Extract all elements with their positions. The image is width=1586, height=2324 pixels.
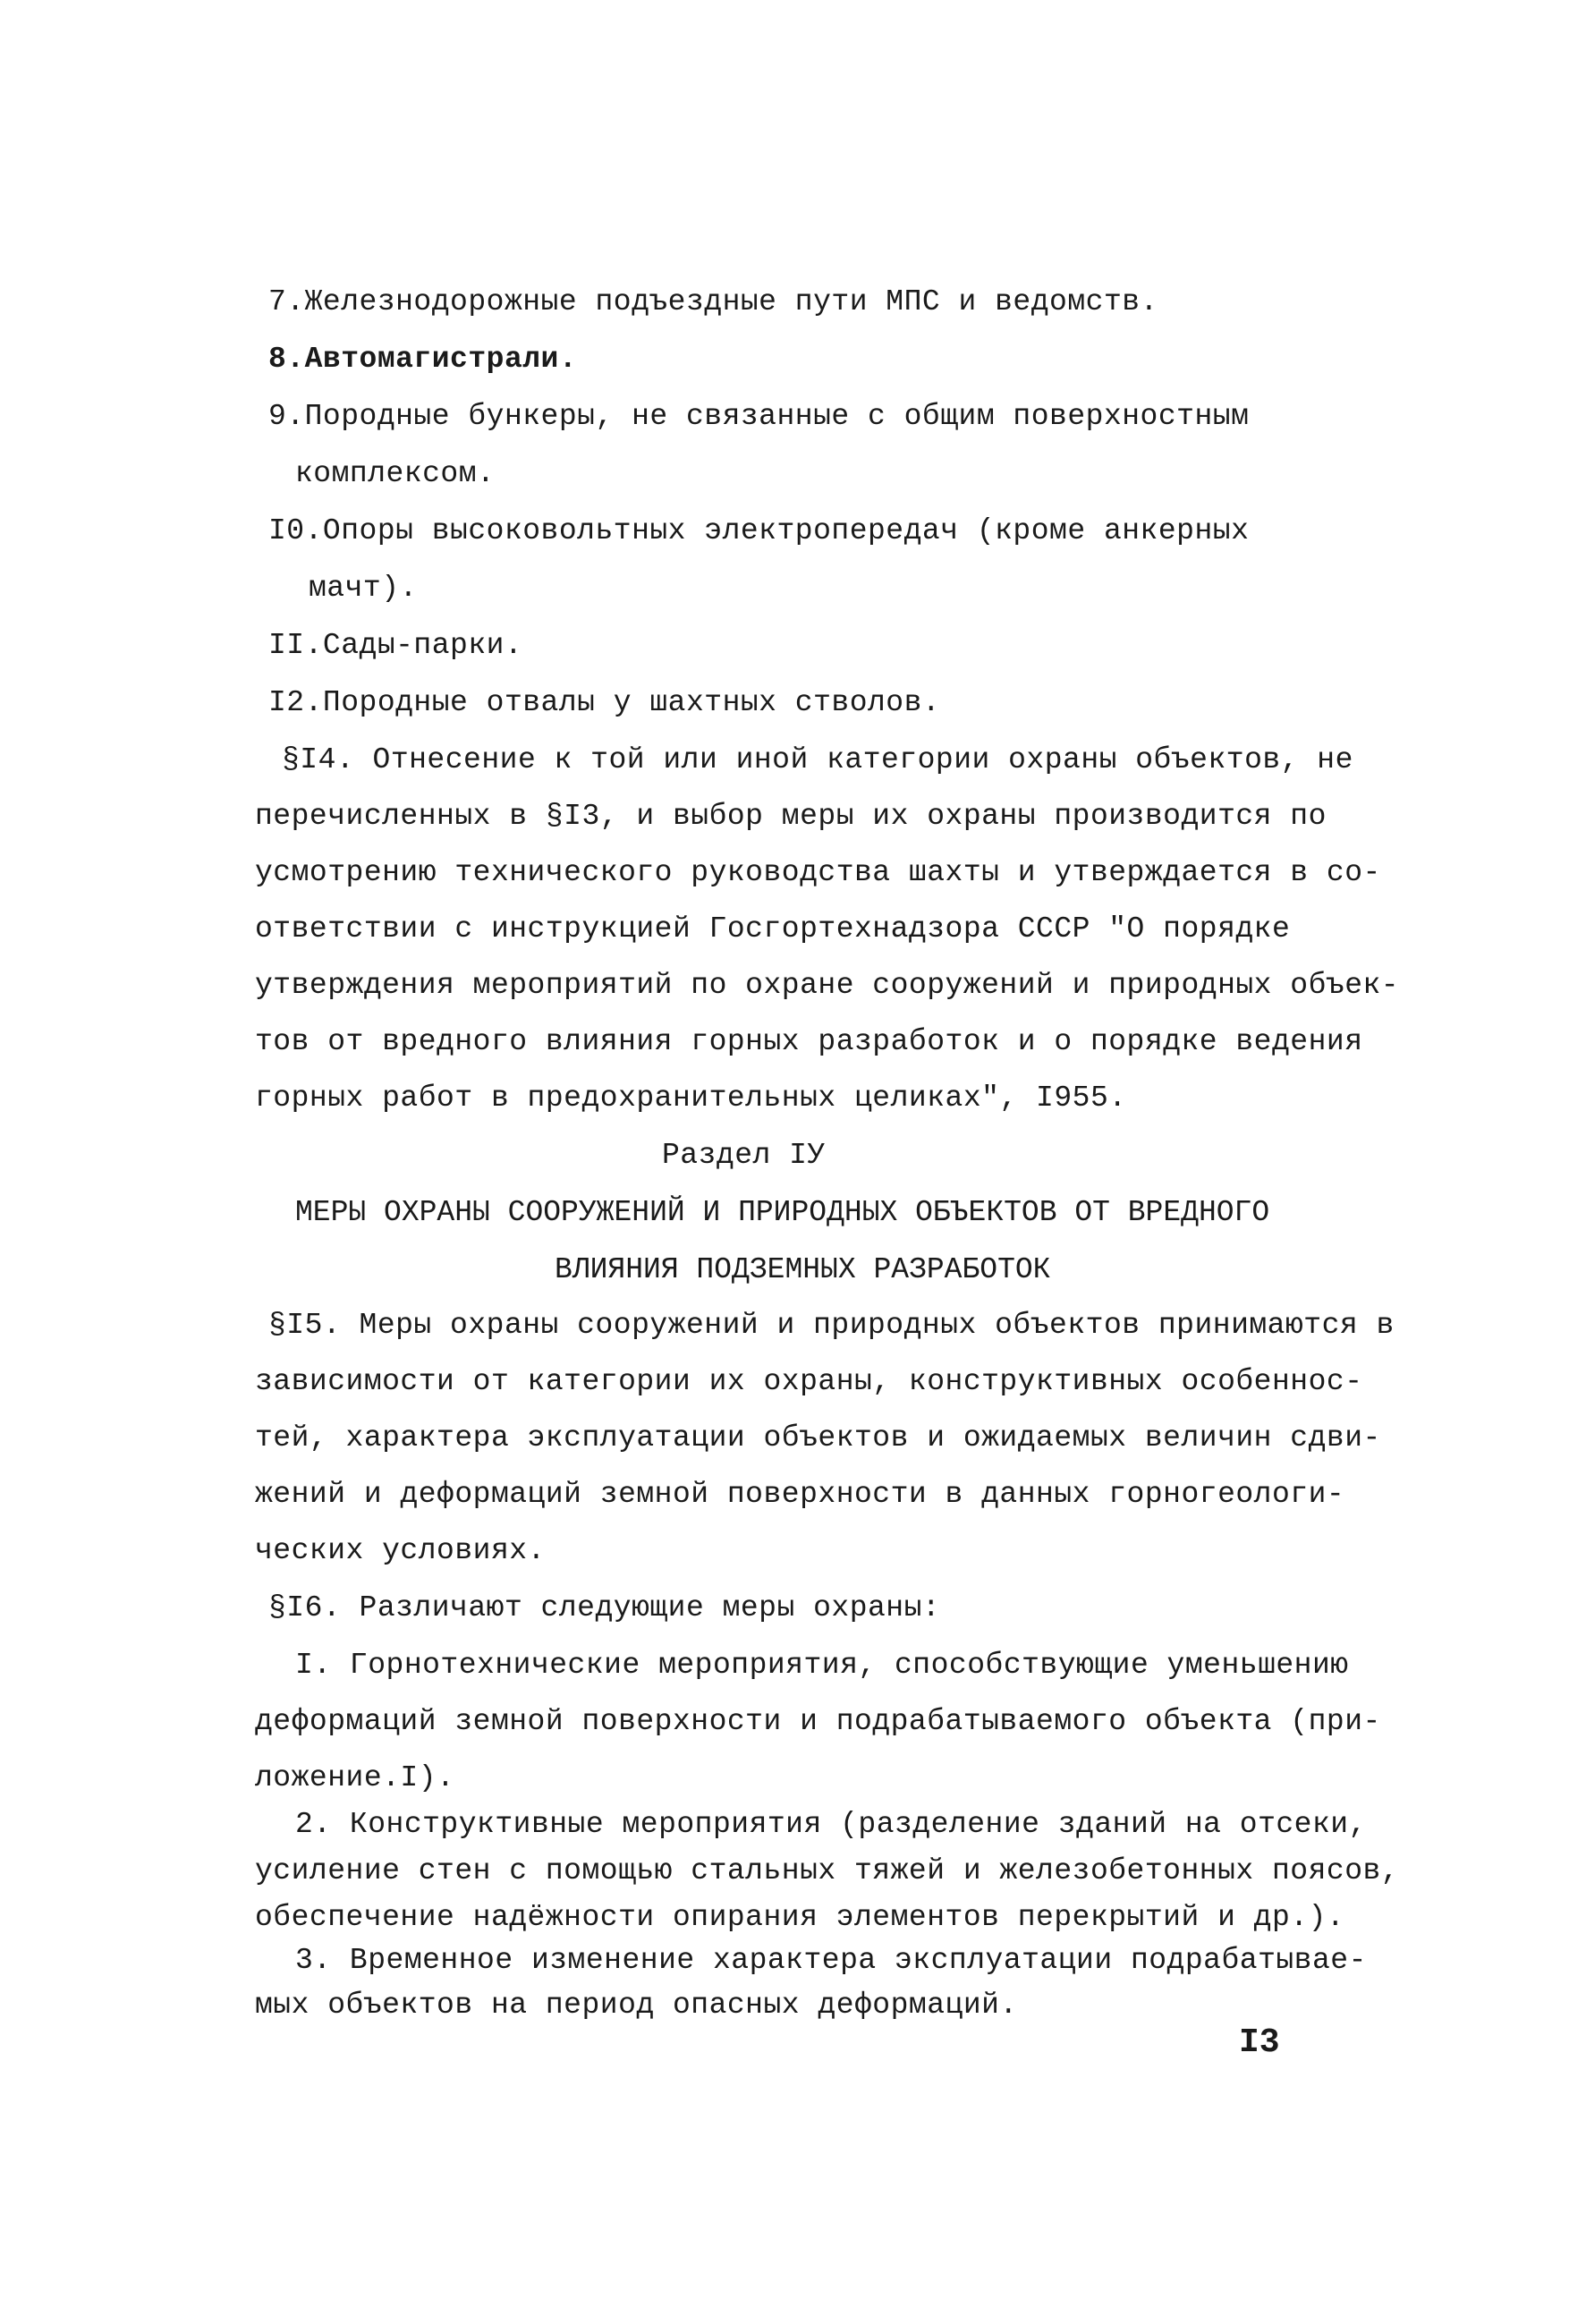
section-title-line-1: МЕРЫ ОХРАНЫ СООРУЖЕНИЙ И ПРИРОДНЫХ ОБЪЕКТОВ ОТ ВРЕДНОГО: [295, 1196, 1270, 1229]
list-item-10-line-2: мачт).: [309, 572, 418, 605]
paragraph-14-line-7: горных работ в предохранительных целиках", I955.: [255, 1081, 1127, 1115]
paragraph-15-line-3: тей, характера эксплуатации объектов и ожидаемых величин сдви-: [255, 1421, 1381, 1455]
paragraph-14-line-6: тов от вредного влияния горных разработок и о порядке ведения: [255, 1025, 1363, 1058]
measure-2-line-3: обеспечение надёжности опирания элементов перекрытий и др.).: [255, 1901, 1345, 1934]
paragraph-14-line-4: ответствии с инструкцией Госгортехнадзора СССР "О порядке: [255, 912, 1291, 946]
paragraph-15-line-2: зависимости от категории их охраны, конструктивных особеннос-: [255, 1365, 1363, 1398]
measure-1-line-3: ложение.I).: [255, 1761, 455, 1794]
paragraph-14-line-5: утверждения мероприятий по охране сооружений и природных объек-: [255, 969, 1400, 1002]
paragraph-14-line-2: перечисленных в §I3, и выбор меры их охраны производится по: [255, 800, 1327, 833]
section-title-line-2: ВЛИЯНИЯ ПОДЗЕМНЫХ РАЗРАБОТОК: [555, 1253, 1051, 1286]
list-item-11: II.Сады-парки.: [268, 629, 523, 662]
list-item-7: 7.Железнодорожные подъездные пути МПС и ведомств.: [268, 285, 1158, 318]
list-item-12: I2.Породные отвалы у шахтных стволов.: [268, 686, 941, 719]
paragraph-14-line-1: §I4. Отнесение к той или иной категории охраны объектов, не: [282, 743, 1353, 776]
paragraph-15-line-1: §I5. Меры охраны сооружений и природных объектов принимаются в: [268, 1309, 1395, 1342]
measure-1-line-1: I. Горнотехнические мероприятия, способствующие уменьшению: [295, 1649, 1349, 1682]
paragraph-15-line-5: ческих условиях.: [255, 1534, 546, 1567]
paragraph-16-intro: §I6. Различают следующие меры охраны:: [268, 1591, 941, 1624]
paragraph-15-line-4: жений и деформаций земной поверхности в данных горногеологи-: [255, 1478, 1345, 1511]
measure-2-line-1: 2. Конструктивные мероприятия (разделение зданий на отсеки,: [295, 1808, 1367, 1841]
paragraph-14-line-3: усмотрению технического руководства шахты и утверждается в со-: [255, 856, 1381, 889]
measure-3-line-1: 3. Временное изменение характера эксплуатации подрабатывае-: [295, 1944, 1367, 1977]
list-item-10-line-1: I0.Опоры высоковольтных электропередач (кроме анкерных: [268, 514, 1250, 547]
list-item-8: 8.Автомагистрали.: [268, 343, 578, 376]
list-item-9-line-1: 9.Породные бункеры, не связанные с общим поверхностным: [268, 400, 1250, 433]
measure-3-line-2: мых объектов на период опасных деформаций.: [255, 1989, 1018, 2022]
section-label: Раздел IУ: [662, 1139, 826, 1172]
measure-2-line-2: усиление стен с помощью стальных тяжей и железобетонных поясов,: [255, 1854, 1400, 1887]
measure-1-line-2: деформаций земной поверхности и подрабатываемого объекта (при-: [255, 1705, 1381, 1738]
list-item-9-line-2: комплексом.: [295, 457, 496, 490]
page-number: I3: [1239, 2023, 1280, 2062]
